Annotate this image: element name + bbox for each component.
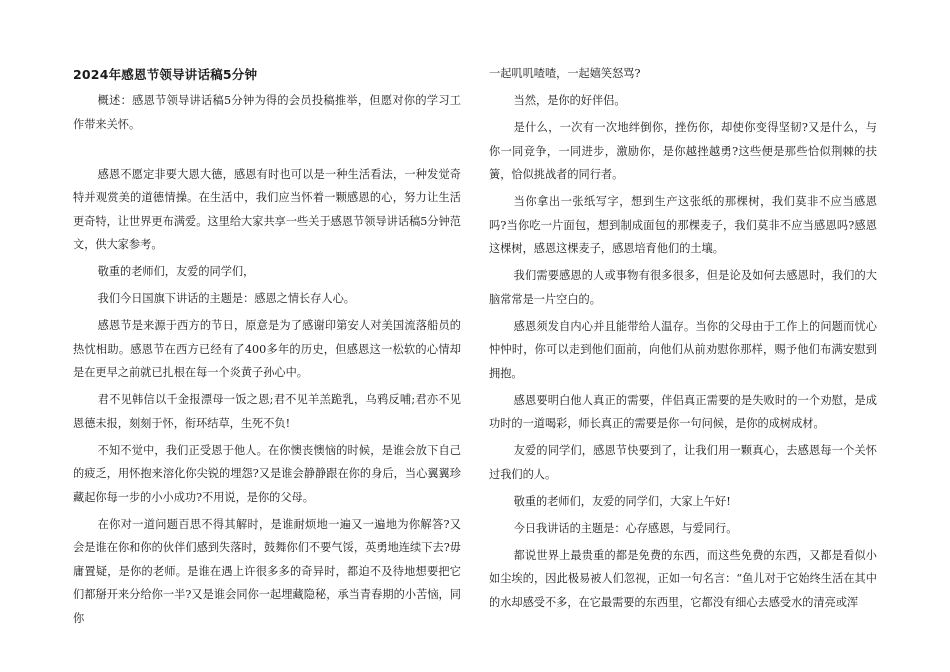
body-paragraph: 感恩节是来源于西方的节日，原意是为了感谢印第安人对美国流落船员的热忱相助。感恩节在西方已经有了400多年的历史，但感恩这一松软的心情却是在更早之前就已扎根在每一个炎黄子孙心中。 xyxy=(73,319,461,379)
body-paragraph: 当你拿出一张纸写字，想到生产这张纸的那棵树，我们莫非不应当感恩吗?当你吃一片面包，想到制成面包的那棵麦子，我们莫非不应当感恩吗?感恩这棵树，感恩这棵麦子，感恩培育他们的土壤。 xyxy=(489,195,877,255)
right-column xyxy=(489,62,877,618)
document-title: 2024年感恩节领导讲话稿5分钟 xyxy=(73,67,258,82)
left-column xyxy=(73,62,461,634)
topic-paragraph: 今日我讲话的主题是：心存感恩，与爱同行。 xyxy=(513,521,738,535)
body-paragraph: 友爱的同学们，感恩节快要到了，让我们用一颗真心，去感恩每一个关怀过我们的人。 xyxy=(489,444,877,481)
body-paragraph: 当然，是你的好伴侣。 xyxy=(513,94,626,107)
body-paragraph: 都说世界上最贵重的都是免费的东西，而这些免费的东西，又都是看似小如尘埃的，因此极易被人们忽视，正如一句名言：“鱼儿对于它始终生活在其中的水却感受不多，在它最需要的东西里，它都没有细心去感受水的清亮或浑 xyxy=(489,548,877,609)
intro-paragraph: 感恩不愿定非要大恩大德，感恩有时也可以是一种生活看法，一种发觉奇特并观赏美的道德情操。在生活中，我们应当怀着一颗感恩的心，努力让生活更奇特，让世界更布满爱。这里给大家共享一些关于感恩节领导讲话稿5分钟范文，供大家参考。 xyxy=(73,167,461,251)
continued-paragraph: 一起叽叽喳喳，一起嬉笑怒骂? xyxy=(489,67,641,80)
body-paragraph: 不知不觉中，我们正受恩于他人。在你懊丧懊恼的时候，是谁会放下自己的疲乏，用怀抱来溶化你尖锐的埋怨?又是谁会静静跟在你的身后，当心翼翼珍藏起你每一步的小小成功?不用说，是你的父母。 xyxy=(73,443,461,504)
salutation-paragraph: 敬重的老师们，友爱的同学们，大家上午好! xyxy=(513,494,731,508)
topic-paragraph: 我们今日国旗下讲话的主题是：感恩之情长存人心。 xyxy=(97,292,355,305)
salutation-paragraph: 敬重的老师们，友爱的同学们， xyxy=(97,265,255,278)
blank-line xyxy=(73,140,461,163)
body-paragraph: 在你对一道问题百思不得其解时，是谁耐烦地一遍又一遍地为你解答?又会是谁在你和你的伙伴们感到失落时，鼓舞你们不要气馁，英勇地连续下去?毋庸置疑，是你的老师。是谁在遇上许很多多的奇异时，都迫不及待地想要把它们都掰开来分给你一半?又是谁会同你一起埋藏隐秘，承当青春期的小苦恼，同你 xyxy=(73,517,461,625)
summary-paragraph: 概述：感恩节领导讲话稿5分钟为得的会员投稿推举，但愿对你的学习工作带来关怀。 xyxy=(73,94,461,131)
body-paragraph: 感恩须发自内心并且能带给人温存。当你的父母由于工作上的问题而忧心忡忡时，你可以走到他们面前，向他们从前劝慰你那样，赐予他们布满安慰到拥抱。 xyxy=(489,319,877,380)
body-paragraph: 感恩要明白他人真正的需要，伴侣真正需要的是失败时的一个劝慰，是成功时的一道喝彩，师长真正的需要是你一句问候，是你的成树成材。 xyxy=(489,393,877,430)
body-paragraph: 我们需要感恩的人或事物有很多很多，但是论及如何去感恩时，我们的大脑常常是一片空白的。 xyxy=(489,269,877,306)
body-paragraph: 君不见韩信以千金报漂母一饭之恩;君不见羊羔跪乳，乌鸦反哺;君亦不见恩德未报，刻刻于怀，衔环结草，生死不负! xyxy=(73,393,461,430)
body-paragraph: 是什么，一次有一次地绊倒你，挫伤你，却使你变得坚韧?又是什么，与你一同竞争，一同进步，激励你，是你越挫越勇?这些便是那些恰似荆棘的扶簧，恰似挑战者的同行者。 xyxy=(489,121,877,181)
